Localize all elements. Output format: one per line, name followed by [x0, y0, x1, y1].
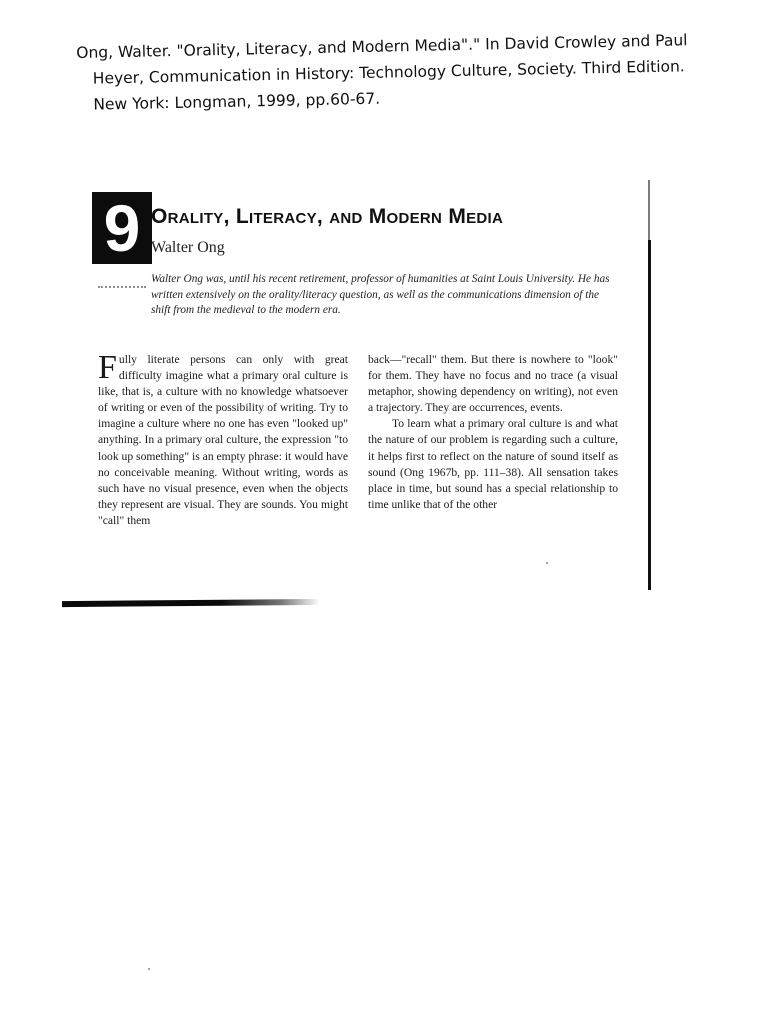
left-column-text: ully literate persons can only with great difficulty imagine what a primary oral culture is like, that is, a culture with no knowledge whatsoever of writing or even of the possibility of writing. Try to imagine a culture where no one has even "looked up" anything. In a primary oral culture, the expression "to look up something" is an empty phrase: it would have no conceivable meaning. Without writing, words as such have no visual presence, even when the objects they represent are visual. They are sounds. You might "call" them [98, 353, 348, 527]
handwritten-citation [76, 28, 688, 118]
scan-edge-mark [648, 180, 650, 240]
scan-dust [546, 562, 548, 564]
citation-line-1: Ong, Walter. "Orality, Literacy, and Modern Media"." In David Crowley and Paul [76, 31, 688, 62]
citation-line-3: New York: Longman, 1999, pp.60-67. [93, 89, 381, 114]
citation-line-2: Heyer, Communication in History: Technology Culture, Society. Third Edition. [92, 57, 685, 88]
body-column-right [368, 352, 618, 513]
scan-dust [148, 968, 150, 970]
scan-edge-mark [648, 240, 651, 590]
body-paragraph-continued: back—"recall" them. But there is nowhere to "look" for them. They have no focus and no trace (a visual metaphor, showing dependency on writing), not even a trajectory. They are occurrences, events. [368, 353, 618, 415]
author-bio: Walter Ong was, until his recent retirement, professor of humanities at Saint Louis University. He has written extensively on the orality/literacy question, as well as the communications dimension of the shift from the medieval to the modern era. [151, 273, 610, 316]
chapter-title: Orality, Literacy, and Modern Media [151, 205, 504, 228]
body-paragraph [98, 349, 348, 529]
body-column-left [98, 349, 348, 529]
scan-speckle [98, 286, 146, 296]
scan-artifact-bar [62, 599, 320, 607]
chapter-number: 9 [92, 192, 152, 264]
drop-cap: F [98, 349, 117, 386]
body-paragraph-2: To learn what a primary oral culture is and what the nature of our problem is regarding such a culture, it helps first to reflect on the nature of sound itself as sound (Ong 1967b, pp. 111–38). All sensation takes place in time, but sound has a special relationship to time unlike that of the other [368, 417, 618, 511]
chapter-author: Walter Ong [151, 239, 225, 256]
